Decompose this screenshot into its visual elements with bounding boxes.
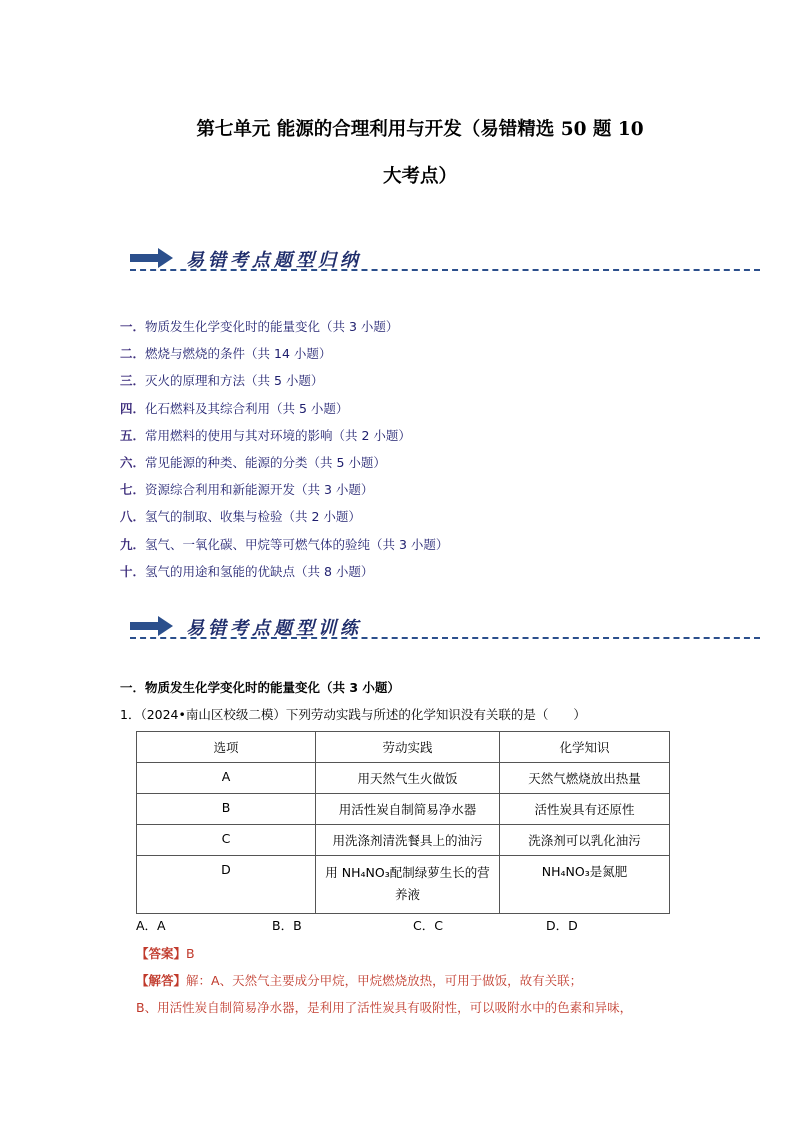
answer-value: B	[186, 946, 195, 961]
analysis-line2: B、用活性炭自制简易净水器，是利用了活性炭具有吸附性，可以吸附水中的色素和异味，	[136, 1000, 633, 1015]
arrow-right-icon	[130, 615, 174, 637]
table-cell: B	[137, 794, 316, 825]
topic-item: 四．化石燃料及其综合利用（共 5 小题）	[120, 400, 349, 416]
table-cell: 活性炭具有还原性	[500, 794, 670, 825]
topic-item: 一．物质发生化学变化时的能量变化（共 3 小题）	[120, 319, 399, 334]
topic-item: 九．氢气、一氧化碳、甲烷等可燃气体的验纯（共 3 小题）	[120, 536, 449, 552]
table-cell: C	[137, 825, 316, 856]
table-row	[137, 794, 670, 825]
banner-title: 易错考点题型训练	[186, 618, 362, 639]
table-header: 化学知识	[500, 732, 670, 763]
table-row	[137, 763, 670, 794]
topic-item: 七．资源综合利用和新能源开发（共 3 小题）	[120, 482, 374, 498]
arrow-right-icon	[130, 247, 174, 269]
answer-tag: 【答案】	[136, 946, 187, 961]
topic-item: 六．常见能源的种类、能源的分类（共 5 小题）	[120, 454, 386, 470]
table-header-row	[137, 732, 670, 763]
answer-line	[136, 944, 195, 962]
table-cell: NH₄NO₃是氮肥	[500, 856, 670, 914]
options-table	[136, 731, 670, 914]
table-cell: 洗涤剂可以乳化油污	[500, 825, 670, 856]
choice-b: B．B	[272, 918, 302, 933]
section-banner-summary	[130, 243, 760, 273]
table-cell: D	[137, 856, 316, 914]
choice-d: D．D	[546, 918, 578, 933]
table-row	[137, 856, 670, 914]
topic-item: 三．灭火的原理和方法（共 5 小题）	[120, 373, 324, 389]
table-cell: 天然气燃烧放出热量	[500, 763, 670, 794]
dashed-divider	[130, 637, 760, 639]
topic-item: 八．氢气的制取、收集与检验（共 2 小题）	[120, 509, 361, 525]
table-cell: 用天然气生火做饭	[316, 763, 500, 794]
table-header: 劳动实践	[316, 732, 500, 763]
topic-item: 二．燃烧与燃烧的条件（共 14 小题）	[120, 346, 332, 362]
dashed-divider	[130, 269, 760, 271]
section-heading: 一．物质发生化学变化时的能量变化（共 3 小题）	[120, 680, 400, 695]
analysis-tag: 【解答】	[136, 973, 187, 988]
topic-list	[120, 318, 448, 590]
table-cell: 用洗涤剂清洗餐具上的油污	[316, 825, 500, 856]
table-cell: A	[137, 763, 316, 794]
table-header: 选项	[137, 732, 316, 763]
page-title-line1: 第七单元 能源的合理利用与开发（易错精选 50 题 10	[196, 119, 644, 140]
topic-item: 五．常用燃料的使用与其对环境的影响（共 2 小题）	[120, 427, 411, 443]
table-cell: 用活性炭自制简易净水器	[316, 794, 500, 825]
question-stem: 1．（2024•南山区校级二模）下列劳动实践与所述的化学知识没有关联的是（ ）	[120, 707, 586, 722]
page-title-line2: 大考点）	[382, 166, 457, 187]
banner-title: 易错考点题型归纳	[186, 250, 362, 271]
analysis-line1	[136, 971, 582, 989]
analysis-text: 解：A、天然气主要成分甲烷，甲烷燃烧放热，可用于做饭，故有关联；	[186, 973, 583, 988]
topic-item: 十．氢气的用途和氢能的优缺点（共 8 小题）	[120, 563, 374, 579]
choice-c: C．C	[413, 918, 443, 933]
section-banner-practice	[130, 611, 760, 641]
table-row	[137, 825, 670, 856]
choice-a: A．A	[136, 918, 166, 933]
table-cell: 用 NH₄NO₃配制绿萝生长的营养液	[316, 856, 500, 914]
